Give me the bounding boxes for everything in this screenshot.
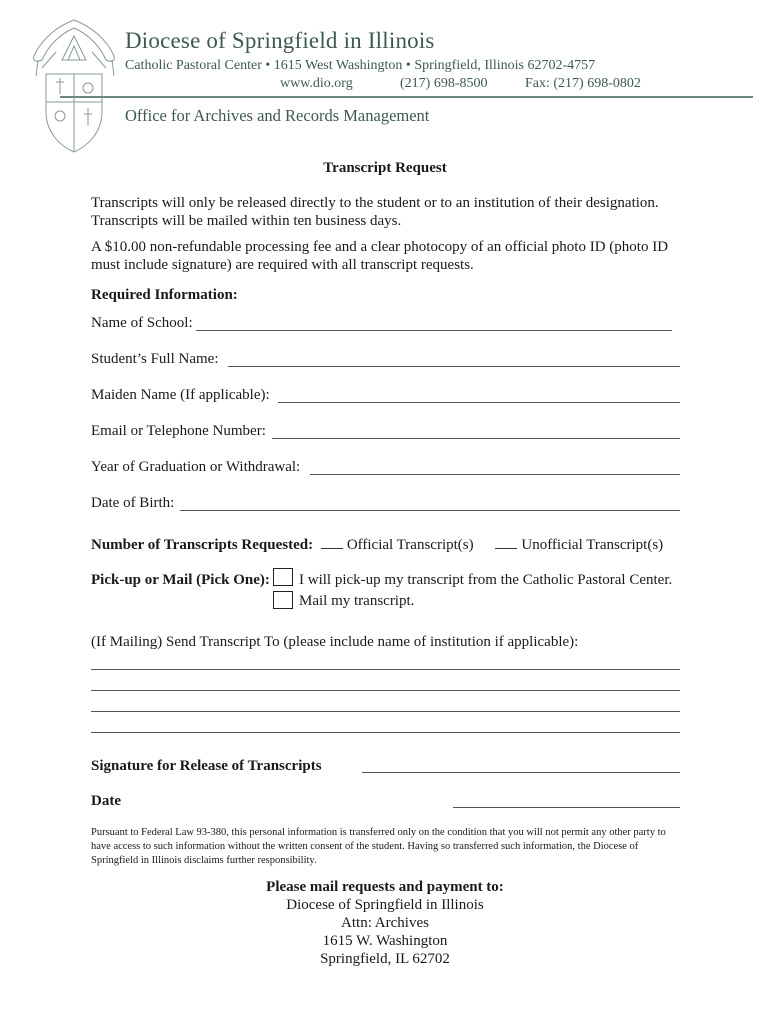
school-label: Name of School:: [91, 315, 193, 331]
header-divider: [60, 96, 753, 98]
school-line[interactable]: [196, 330, 672, 331]
diocese-crest-icon: [28, 16, 120, 156]
address-line-2[interactable]: [91, 690, 680, 691]
dob-line[interactable]: [180, 510, 680, 511]
number-label: Number of Transcripts Requested:: [91, 537, 314, 553]
mailing-line-1: Diocese of Springfield in Illinois: [286, 897, 484, 913]
pickup-label: Pick-up or Mail (Pick One):: [91, 572, 270, 588]
mailing-line-4: Springfield, IL 62702: [320, 951, 450, 967]
grad-year-label: Year of Graduation or Withdrawal:: [91, 459, 301, 475]
intro-paragraph-1: Transcripts will only be released directly to the student or to an institution of their designation. Transcripts will be mailed within ten business days.: [91, 195, 659, 229]
form-title: Transcript Request: [323, 160, 447, 176]
org-fax: Fax: (217) 698-0802: [525, 76, 641, 91]
signature-label: Signature for Release of Transcripts: [91, 758, 322, 774]
legal-notice: Pursuant to Federal Law 93-380, this personal information is transferred only on the condition that you will not permit any other party to have access to such information without the written consent of the student. Having so transferred such information, the Diocese of Springfield in Illinois disclaims further responsibility.: [91, 827, 666, 866]
student-name-label: Student’s Full Name:: [91, 351, 219, 367]
mailing-address-block: [0, 878, 770, 968]
number-row: [91, 537, 663, 554]
maiden-name-label: Maiden Name (If applicable):: [91, 387, 270, 403]
pickup-checkbox[interactable]: [273, 568, 293, 586]
mailing-line-3: 1615 W. Washington: [322, 933, 448, 949]
required-heading: Required Information:: [91, 287, 238, 303]
org-phone: (217) 698-8500: [400, 76, 488, 91]
pickup-option-label: I will pick-up my transcript from the Catholic Pastoral Center.: [299, 572, 673, 588]
contact-line[interactable]: [272, 438, 680, 439]
org-name: Diocese of Springfield in Illinois: [125, 28, 435, 53]
mail-option-label: Mail my transcript.: [299, 593, 415, 609]
unofficial-count-line[interactable]: [495, 537, 517, 549]
contact-label: Email or Telephone Number:: [91, 423, 266, 439]
intro-paragraph-2: A $10.00 non-refundable processing fee and a clear photocopy of an official photo ID (photo ID must include signature) are required with all transcript requests.: [91, 239, 669, 273]
student-name-line[interactable]: [228, 366, 680, 367]
date-label: Date: [91, 793, 121, 809]
unofficial-label: Unofficial Transcript(s): [521, 537, 664, 553]
address-line-1[interactable]: [91, 669, 680, 670]
official-label: Official Transcript(s): [346, 537, 474, 553]
mail-checkbox[interactable]: [273, 591, 293, 609]
org-address: Catholic Pastoral Center • 1615 West Washington • Springfield, Illinois 62702-4757: [125, 58, 596, 73]
signature-line[interactable]: [362, 772, 680, 773]
send-to-label: (If Mailing) Send Transcript To (please include name of institution if applicable):: [91, 634, 579, 650]
grad-year-line[interactable]: [310, 474, 680, 475]
address-line-4[interactable]: [91, 732, 680, 733]
dob-label: Date of Birth:: [91, 495, 175, 511]
address-line-3[interactable]: [91, 711, 680, 712]
mailing-heading: Please mail requests and payment to:: [266, 879, 504, 895]
date-line[interactable]: [453, 807, 680, 808]
maiden-name-line[interactable]: [278, 402, 680, 403]
mailing-line-2: Attn: Archives: [341, 915, 429, 931]
org-contact: [280, 76, 641, 92]
org-website: www.dio.org: [280, 76, 353, 91]
official-count-line[interactable]: [321, 537, 343, 549]
office-name: Office for Archives and Records Management: [125, 106, 430, 125]
